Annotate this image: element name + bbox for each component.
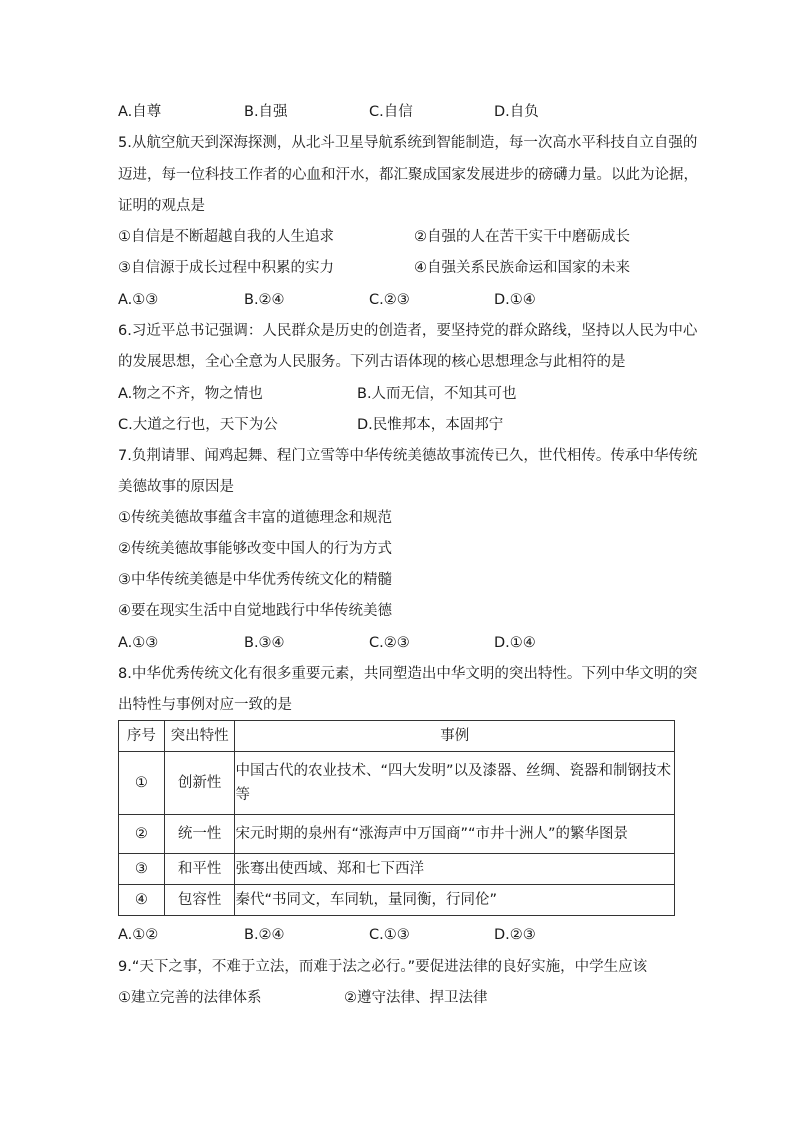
q5-statement: ①自信是不断超越自我的人生追求 xyxy=(118,229,334,245)
q8-option-b: B.②④ xyxy=(244,927,285,943)
q7-statement: ①传统美德故事蕴含丰富的道德理念和规范 xyxy=(118,510,392,526)
table-header-row xyxy=(119,721,675,752)
q7-option-a: A.①③ xyxy=(118,635,159,651)
row-case: 张骞出使西域、郑和七下西洋 xyxy=(235,854,675,885)
q9-stem-line: 9.“天下之事，不难于立法，而难于法之必行。”要促进法律的良好实施，中学生应该 xyxy=(118,959,648,975)
q4-option-a: A.自尊 xyxy=(118,104,162,120)
table-row xyxy=(119,752,675,815)
q6-option-b: B.人而无信，不知其可也 xyxy=(357,386,517,402)
row-case: 宋元时期的泉州有“涨海声中万国商”“市井十洲人”的繁华图景 xyxy=(235,815,675,854)
q6-stem-line: 的发展思想，全心全意为人民服务。下列古语体现的核心思想理念与此相符的是 xyxy=(118,354,626,370)
q5-stem-line: 证明的观点是 xyxy=(118,198,205,214)
q8-stem-line: 出特性与事例对应一致的是 xyxy=(118,697,292,713)
table-header-cell: 序号 xyxy=(119,721,165,752)
row-feature: 和平性 xyxy=(164,854,235,885)
q4-option-d: D.自负 xyxy=(494,104,539,120)
q5-stem-line: 5.从航空航天到深海探测，从北斗卫星导航系统到智能制造，每一次高水平科技自立自强的 xyxy=(118,135,698,151)
row-feature: 创新性 xyxy=(164,752,235,815)
q9-statement: ②遵守法律、捍卫法律 xyxy=(344,990,488,1006)
q7-stem-line: 7.负荆请罪、闻鸡起舞、程门立雪等中华传统美德故事流传已久，世代相传。传承中华传统 xyxy=(118,448,698,464)
table-row xyxy=(119,885,675,916)
table-header-cell: 突出特性 xyxy=(164,721,235,752)
q8-option-c: C.①③ xyxy=(369,927,410,943)
q7-option-c: C.②③ xyxy=(369,635,410,651)
q5-option-a: A.①③ xyxy=(118,292,159,308)
row-index: ① xyxy=(119,752,165,815)
q6-option-d: D.民惟邦本，本固邦宁 xyxy=(357,417,504,433)
row-case-line: 等 xyxy=(235,787,250,803)
table-header-cell: 事例 xyxy=(235,721,675,752)
q4-option-b: B.自强 xyxy=(244,104,288,120)
q5-statement: ②自强的人在苦干实干中磨砺成长 xyxy=(414,229,630,245)
q8-option-d: D.②③ xyxy=(494,927,536,943)
q5-statement: ④自强关系民族命运和国家的未来 xyxy=(414,260,630,276)
q7-statement: ④要在现实生活中自觉地践行中华传统美德 xyxy=(118,603,392,619)
table-row xyxy=(119,815,675,854)
row-index: ② xyxy=(119,815,165,854)
q7-option-d: D.①④ xyxy=(494,635,536,651)
row-feature: 包容性 xyxy=(164,885,235,916)
row-case-line: 中国古代的农业技术、“四大发明”以及漆器、丝绸、瓷器和制钢技术 xyxy=(235,763,671,779)
q6-option-a: A.物之不齐，物之情也 xyxy=(118,386,263,402)
row-index: ③ xyxy=(119,854,165,885)
q6-stem-line: 6.习近平总书记强调：人民群众是历史的创造者，要坚持党的群众路线，坚持以人民为中心 xyxy=(118,323,698,339)
table-row xyxy=(119,854,675,885)
q6-option-c: C.大道之行也，天下为公 xyxy=(118,417,278,433)
q8-table xyxy=(118,720,675,916)
q8-option-a: A.①② xyxy=(118,927,159,943)
q5-option-b: B.②④ xyxy=(244,292,285,308)
q8-stem-line: 8.中华优秀传统文化有很多重要元素，共同塑造出中华文明的突出特性。下列中华文明的突 xyxy=(118,666,698,682)
q9-statement: ①建立完善的法律体系 xyxy=(118,990,262,1006)
q7-stem-line: 美德故事的原因是 xyxy=(118,479,234,495)
q5-option-c: C.②③ xyxy=(369,292,410,308)
q7-statement: ②传统美德故事能够改变中国人的行为方式 xyxy=(118,541,392,557)
q5-stem-line: 迈进，每一位科技工作者的心血和汗水，都汇聚成国家发展进步的磅礴力量。以此为论据， xyxy=(118,167,698,183)
q5-option-d: D.①④ xyxy=(494,292,536,308)
row-case: 秦代“书同文，车同轨，量同衡，行同伦” xyxy=(235,885,675,916)
q4-option-c: C.自信 xyxy=(369,104,413,120)
q5-statement: ③自信源于成长过程中积累的实力 xyxy=(118,260,334,276)
row-case xyxy=(235,752,675,815)
row-feature: 统一性 xyxy=(164,815,235,854)
q7-option-b: B.③④ xyxy=(244,635,285,651)
row-index: ④ xyxy=(119,885,165,916)
q7-statement: ③中华传统美德是中华优秀传统文化的精髓 xyxy=(118,572,392,588)
